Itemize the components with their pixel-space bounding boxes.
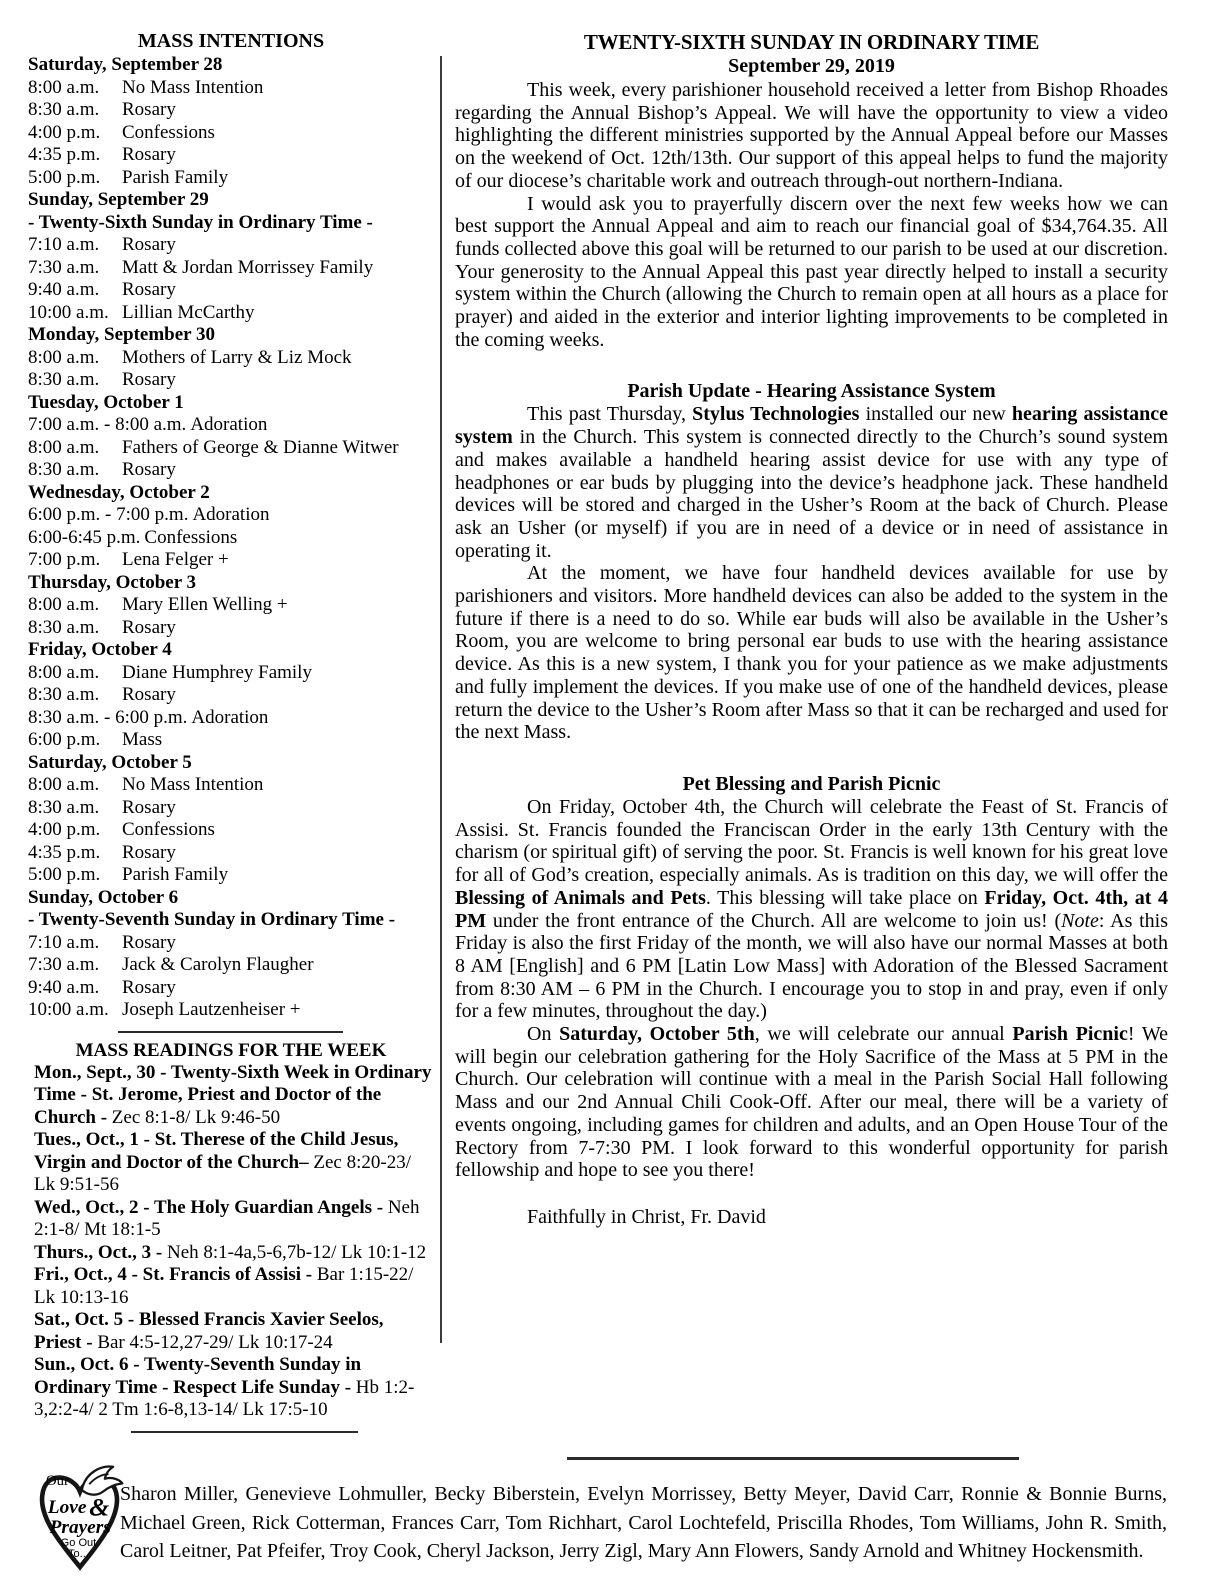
intention-time: 8:00 a.m.: [28, 436, 100, 458]
article-column: [455, 30, 1168, 1229]
intention-time: 8:30 a.m.: [28, 796, 100, 818]
intention-time: 8:30 a.m. - 6:00 p.m.: [28, 706, 188, 728]
mass-intention-row: [28, 279, 434, 302]
mass-intention-row: [28, 707, 434, 730]
mass-intention-row: [28, 122, 434, 145]
mass-readings-title: MASS READINGS FOR THE WEEK: [75, 1039, 387, 1061]
mass-intention-row: [28, 662, 434, 685]
intention-time: 7:00 a.m. - 8:00 a.m.: [28, 414, 187, 435]
intention-text: Rosary: [122, 459, 176, 480]
mass-intention-row: [28, 302, 434, 325]
mass-readings-list: [28, 1062, 434, 1422]
intention-time: 7:10 a.m.: [28, 234, 100, 255]
intention-text: Rosary: [122, 616, 176, 638]
intention-text: Jack & Carolyn Flaugher: [122, 954, 314, 975]
mass-intention-row: [28, 797, 434, 820]
intention-text: Mothers of Larry & Liz Mock: [122, 346, 352, 368]
mass-reading-entry: Wed., Oct., 2 - The Holy Guardian Angels - Neh 2:1-8/ Mt 18:1-5: [34, 1196, 420, 1240]
intention-text: Rosary: [122, 796, 176, 818]
logo-word-prayers: Prayers: [49, 1517, 111, 1539]
mass-intention-row: [28, 99, 434, 122]
intention-time: 8:00 a.m.: [28, 594, 100, 615]
intention-text: Adoration: [191, 706, 269, 728]
mass-intention-row: [28, 729, 434, 752]
intention-text: No Mass Intention: [122, 76, 264, 98]
mass-reading-entry: Mon., Sept., 30 - Twenty-Sixth Week in Ordinary Time - St. Jerome, Priest and Doctor of the Church - Zec 8:1-8/ Lk 9:46-50: [34, 1061, 432, 1128]
mass-intention-day-header: Thursday, October 3: [28, 571, 197, 593]
mass-intention-row: [28, 167, 434, 190]
intention-time: 8:00 a.m.: [28, 76, 100, 98]
intention-time: 6:00 p.m. - 7:00 p.m.: [28, 504, 189, 525]
mass-intention-day-header: Sunday, September 29: [28, 189, 209, 210]
article-date: September 29, 2019: [728, 55, 895, 77]
intention-text: Mass: [122, 729, 163, 750]
intention-text: Lillian McCarthy: [122, 301, 255, 323]
intention-text: Rosary: [122, 144, 176, 165]
mass-intention-row: [28, 144, 434, 167]
mass-intention-row: [28, 234, 434, 257]
intention-text: Parish Family: [122, 166, 229, 188]
mass-intention-row: [28, 549, 434, 572]
intention-time: 7:30 a.m.: [28, 256, 100, 278]
mass-reading-entry: Fri., Oct., 4 - St. Francis of Assisi - Bar 1:15-22/ Lk 10:13-16: [34, 1264, 414, 1308]
intention-time: 6:00 p.m.: [28, 729, 101, 750]
section-heading: Parish Update - Hearing Assistance System: [627, 380, 996, 403]
mass-intention-row: [28, 999, 434, 1022]
divider-line: [567, 1457, 1019, 1460]
intention-text: Parish Family: [122, 864, 229, 885]
article-paragraph: On Saturday, October 5th, we will celebrate our annual Parish Picnic! We will begin our celebration gathering for the Holy Sacrifice of the Mass at 5 PM in the Church. Our celebration will continue with a meal in the Parish Social Hall following Mass and our 2nd Annual Chili Cook-Off. After our meal, there will be a variety of events ongoing, including games for children and adults, and an Open House Tour of the Rectory from 7-7:30 PM. I look forward to this wonderful opportunity for parish fellowship and hope to see you there!: [455, 1023, 1168, 1182]
intention-time: 8:30 a.m.: [28, 369, 100, 390]
intention-text: Rosary: [122, 279, 176, 300]
mass-intention-row: [28, 459, 434, 482]
mass-intention-row: [28, 414, 434, 437]
divider-line: [118, 1031, 343, 1033]
logo-word-to: To...: [68, 1547, 89, 1560]
mass-intention-day-header: Saturday, September 28: [28, 54, 223, 75]
logo-word-our: Our: [45, 1473, 69, 1490]
logo-word-goout: Go Out: [60, 1536, 97, 1549]
intention-text: Rosary: [122, 234, 176, 255]
section-heading: Pet Blessing and Parish Picnic: [682, 772, 941, 795]
mass-intention-row: [28, 257, 434, 280]
intention-text: Adoration: [190, 414, 268, 435]
mass-intention-row: [28, 819, 434, 842]
mass-intention-day-header: Monday, September 30: [28, 324, 216, 345]
intention-time: 6:00-6:45 p.m.: [28, 526, 141, 548]
intention-text: Rosary: [122, 369, 176, 390]
love-prayers-logo: [34, 1462, 126, 1582]
intention-time: 4:00 p.m.: [28, 819, 101, 840]
mass-intentions-title: MASS INTENTIONS: [137, 30, 325, 52]
signoff: Faithfully in Christ, Fr. David: [527, 1205, 766, 1228]
mass-intention-day-header: Friday, October 4: [28, 639, 172, 660]
intention-time: 7:30 a.m.: [28, 954, 100, 975]
mass-reading-entry: Thurs., Oct., 3 - Neh 8:1-4a,5-6,7b-12/ Lk 10:1-12: [34, 1241, 427, 1263]
intention-time: 4:35 p.m.: [28, 841, 101, 863]
intention-time: 8:30 a.m.: [28, 684, 100, 705]
intention-time: 8:30 a.m.: [28, 459, 100, 480]
mass-intention-row: [28, 369, 434, 392]
article-paragraph: This week, every parishioner household received a letter from Bishop Rhoades regarding the Annual Bishop’s Appeal. We will have the opportunity to view a video highlighting the different ministries supported by the Annual Appeal before our Masses on the weekend of Oct. 12th/13th. Our support of this appeal helps to fund the majority of our diocese’s charitable work and outreach through-out northern-Indiana.: [455, 79, 1168, 192]
mass-reading-entry: Tues., Oct., 1 - St. Therese of the Child Jesus, Virgin and Doctor of the Church– Zec 8:20-23/ Lk 9:51-56: [34, 1129, 411, 1195]
mass-intention-row: [28, 864, 434, 887]
mass-intention-note: - Twenty-Seventh Sunday in Ordinary Time -: [28, 909, 396, 930]
mass-intention-row: [28, 842, 434, 865]
intention-text: Rosary: [122, 99, 176, 120]
intention-text: Confessions: [144, 526, 238, 548]
intention-time: 10:00 a.m.: [28, 999, 109, 1020]
intention-time: 4:35 p.m.: [28, 144, 101, 165]
intention-time: 8:30 a.m.: [28, 99, 100, 120]
intention-time: 7:00 p.m.: [28, 549, 101, 570]
intention-time: 7:10 a.m.: [28, 931, 100, 953]
intention-time: 4:00 p.m.: [28, 121, 101, 143]
mass-intention-row: [28, 617, 434, 640]
mass-reading-entry: Sun., Oct. 6 - Twenty-Seventh Sunday in Ordinary Time - Respect Life Sunday - Hb 1:2-3,2:2-4/ 2 Tm 1:6-8,13-14/ Lk 17:5-10: [34, 1354, 415, 1420]
intention-text: Diane Humphrey Family: [122, 661, 312, 683]
intention-text: Confessions: [122, 121, 215, 143]
mass-intention-row: [28, 527, 434, 550]
intention-time: 8:00 a.m.: [28, 661, 100, 683]
column-divider: [440, 56, 442, 1343]
mass-intention-row: [28, 77, 434, 100]
mass-intentions-list: [28, 54, 434, 1022]
mass-intention-note: - Twenty-Sixth Sunday in Ordinary Time -: [28, 211, 373, 233]
intention-time: 10:00 a.m.: [28, 301, 109, 323]
mass-intentions-column: [28, 30, 434, 1433]
divider-line: [131, 1431, 358, 1433]
mass-intention-day-header: Saturday, October 5: [28, 751, 192, 773]
mass-intention-row: [28, 954, 434, 977]
mass-intention-day-header: Tuesday, October 1: [28, 391, 184, 413]
intention-text: Rosary: [122, 684, 176, 705]
article-paragraph: This past Thursday, Stylus Technologies installed our new hearing assistance system in the Church. This system is connected directly to the Church’s sound system and makes available a handheld hearing assist device for use with any type of headphones or ear buds by plugging into the device’s headphone jack. These handheld devices will be stored and charged in the Usher’s Room at the back of Church. Please ask an Usher (or myself) if you are in need of a device or in need of assistance in operating it.: [455, 403, 1169, 562]
intention-time: 5:00 p.m.: [28, 864, 101, 885]
mass-intention-row: [28, 684, 434, 707]
article-paragraph: I would ask you to prayerfully discern over the next few weeks how we can best support the Annual Appeal and aim to reach our financial goal of $34,764.35. All funds collected above this goal will be returned to our parish to be used at our discretion. Your generosity to the Annual Appeal this past year directly helped to install a security system within the Church (allowing the Church to remain open at all hours as a place for prayer) and aided in the exterior and interior lighting improvements to be completed in the coming weeks.: [455, 192, 1168, 351]
logo-word-amp: &: [89, 1492, 110, 1522]
logo-word-love: Love: [47, 1496, 87, 1518]
mass-intention-row: [28, 594, 434, 617]
prayer-names-list: Sharon Miller, Genevieve Lohmuller, Becky Biberstein, Evelyn Morrissey, Betty Meyer, David Carr, Ronnie & Bonnie Burns, Michael Green, Rick Cotterman, Frances Carr, Tom Richhart, Carol Lochtefeld, Priscilla Rhodes, Tom Williams, John R. Smith, Carol Leitner, Pat Pfeifer, Troy Cook, Cheryl Jackson, Jerry Zigl, Mary Ann Flowers, Sandy Arnold and Whitney Hockensmith.: [120, 1483, 1167, 1562]
intention-time: 8:30 a.m.: [28, 616, 100, 638]
intention-time: 5:00 p.m.: [28, 166, 101, 188]
intention-text: Rosary: [122, 931, 176, 953]
intention-text: Lena Felger +: [122, 549, 229, 570]
mass-intention-day-header: Wednesday, October 2: [28, 481, 210, 503]
article-paragraph: At the moment, we have four handheld devices available for use by parishioners and visitors. More handheld devices can also be added to the system in the future if there is a need to do so. While ear buds will also be available in the Usher’s Room, you are welcome to bring personal ear buds to use with the hearing assistance device. As this is a new system, I thank you for your patience as we make adjustments and fully implement the devices. If you make use of one of the handheld devices, please return the device to the Usher’s Room after Mass so that it can be recharged and used for the next Mass.: [455, 562, 1168, 744]
intention-text: Joseph Lautzenheiser +: [122, 999, 301, 1020]
intention-text: Fathers of George & Dianne Witwer: [122, 436, 399, 458]
mass-intention-day-header: Sunday, October 6: [28, 886, 179, 908]
intention-time: 8:00 a.m.: [28, 346, 100, 368]
intention-time: 8:00 a.m.: [28, 774, 100, 795]
article-paragraph: On Friday, October 4th, the Church will celebrate the Feast of St. Francis of Assisi. St. Francis founded the Franciscan Order in the early 13th Century with the charism (or spiritual gift) of serving the poor. St. Francis is well known for his great love for all of God’s creation, especially animals. As is tradition on this day, we will offer the Blessing of Animals and Pets. This blessing will take place on Friday, Oct. 4th, at 4 PM under the front entrance of the Church. All are welcome to join us! (Note: As this Friday is also the first Friday of the month, we will also have our normal Masses at both 8 AM [English] and 6 PM [Latin Low Mass] with Adoration of the Blessed Sacrament from 8:30 AM – 6 PM in the Church. I encourage you to stop in and pray, even if only for a few minutes, throughout the day.): [455, 795, 1169, 1023]
intention-text: Adoration: [192, 504, 270, 525]
intention-text: Matt & Jordan Morrissey Family: [122, 256, 374, 278]
mass-intention-row: [28, 977, 434, 1000]
heart-icon: [34, 1462, 126, 1582]
mass-intention-row: [28, 504, 434, 527]
intention-time: 9:40 a.m.: [28, 279, 100, 300]
intention-text: Rosary: [122, 976, 176, 998]
article-title: TWENTY-SIXTH SUNDAY IN ORDINARY TIME: [583, 30, 1040, 54]
intention-text: Confessions: [122, 819, 215, 840]
mass-intention-row: [28, 932, 434, 955]
article-body: [455, 79, 1168, 1229]
intention-time: 9:40 a.m.: [28, 976, 100, 998]
intention-text: No Mass Intention: [122, 774, 264, 795]
mass-intention-row: [28, 437, 434, 460]
mass-reading-entry: Sat., Oct. 5 - Blessed Francis Xavier Seelos, Priest - Bar 4:5-12,27-29/ Lk 10:17-24: [34, 1309, 384, 1353]
mass-intention-row: [28, 347, 434, 370]
mass-intention-row: [28, 774, 434, 797]
intention-text: Mary Ellen Welling +: [122, 594, 288, 615]
intention-text: Rosary: [122, 841, 176, 863]
